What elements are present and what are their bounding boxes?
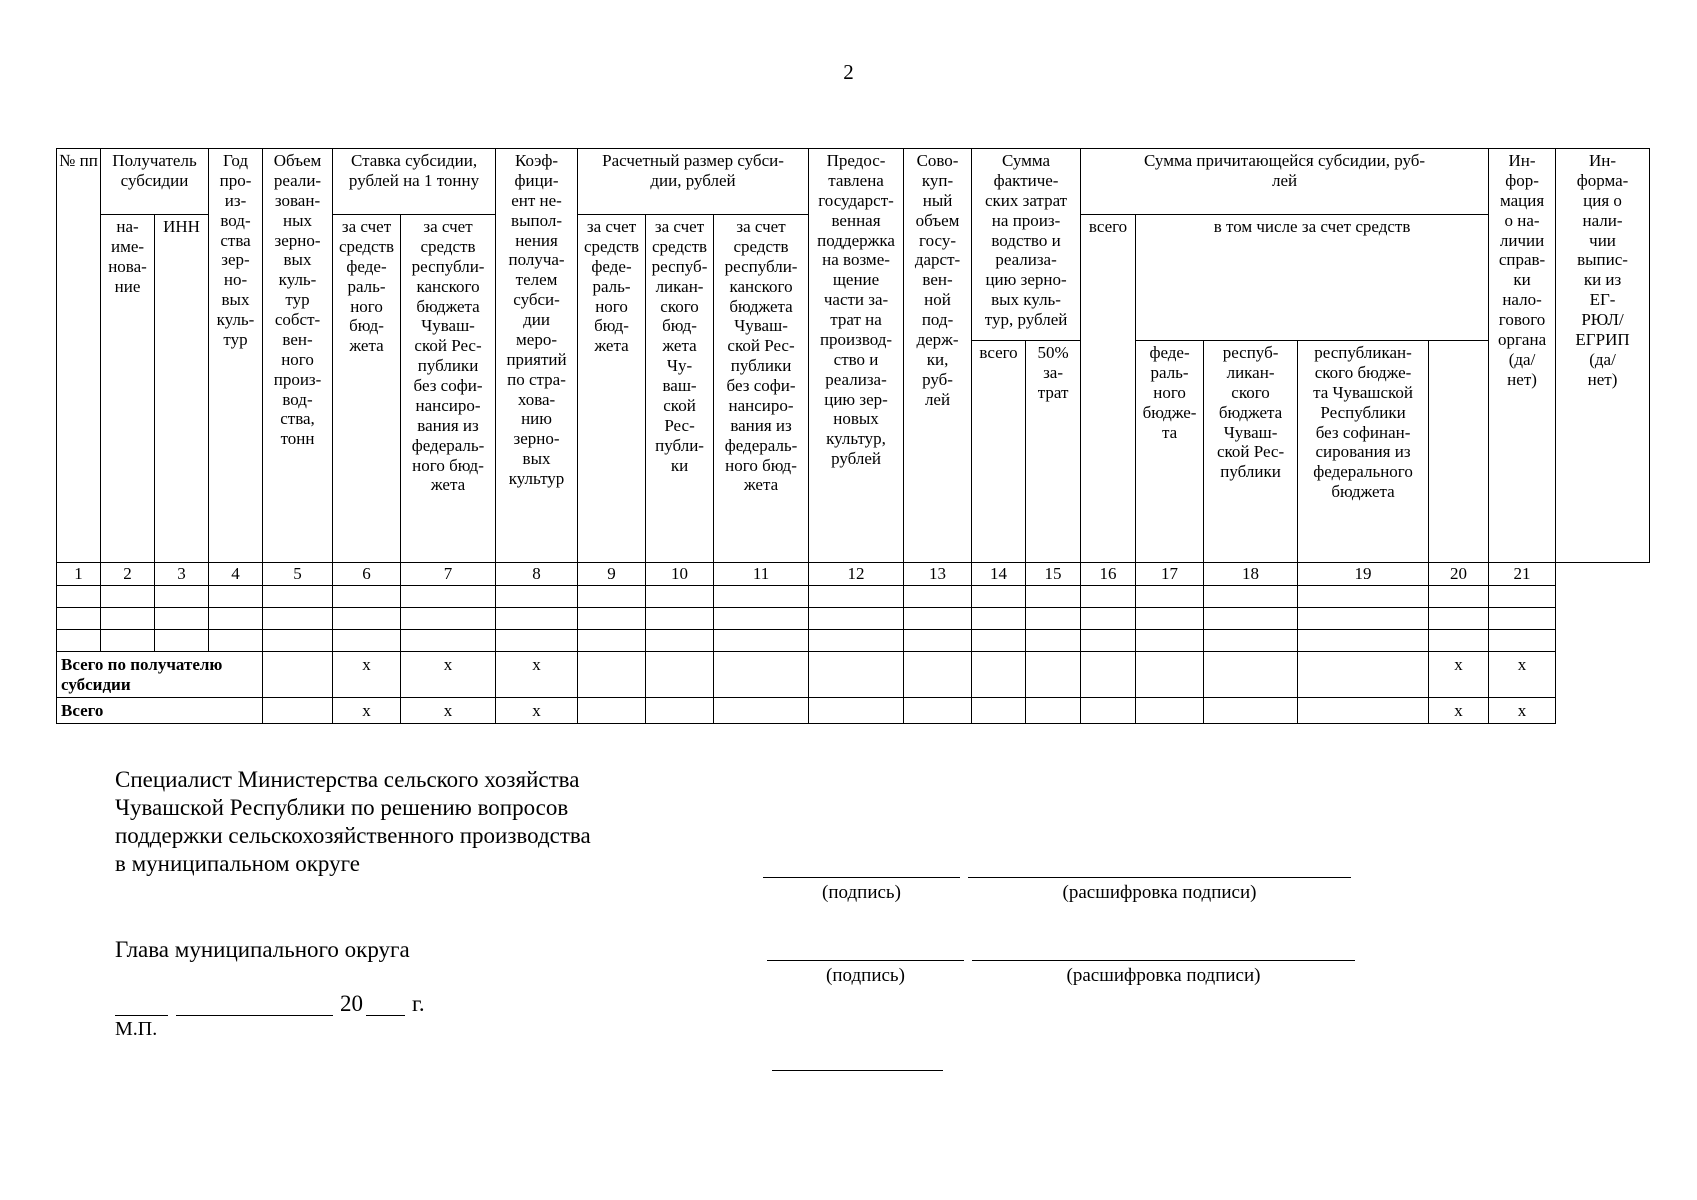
table-row: [57, 586, 1650, 608]
x-mark: х: [1429, 652, 1489, 698]
header-due-rep: респуб- ликан- ского бюджета Чуваш- ской Рес- публики: [1204, 341, 1298, 563]
head-text: Глава муниципального округа: [115, 937, 410, 962]
col-num: 5: [263, 563, 333, 586]
col-num: 13: [904, 563, 972, 586]
total-recipient-label: Всего по получателю субсидии: [57, 652, 263, 698]
header-volume: Объем реали- зован- ных зерно- вых куль- тур собст- вен- ного произ- вод- ства, тонн: [263, 149, 333, 563]
header-inn: ИНН: [155, 215, 209, 563]
table-row: [57, 608, 1650, 630]
col-num: 21: [1489, 563, 1556, 586]
date-suffix: г.: [412, 991, 425, 1016]
date-day-line: [115, 1015, 168, 1016]
x-mark: х: [401, 652, 496, 698]
header-calc-fed: за счет средств феде- раль- ного бюд- жета: [578, 215, 646, 563]
decoding-caption: (расшифровка подписи): [1066, 965, 1261, 986]
header-year: Год про- из- вод- ства зер- но- вых куль- тур: [209, 149, 263, 563]
x-mark: х: [1489, 697, 1556, 723]
header-due-incl: в том числе за счет средств: [1136, 215, 1489, 341]
col-num: 7: [401, 563, 496, 586]
col-num: 3: [155, 563, 209, 586]
x-mark: х: [1489, 652, 1556, 698]
decoding-caption: (расшифровка подписи): [1062, 882, 1257, 903]
subsidy-table: [56, 148, 1650, 724]
x-mark: х: [496, 652, 578, 698]
col-num: 11: [714, 563, 809, 586]
total-row: [57, 697, 1650, 723]
col-num: 4: [209, 563, 263, 586]
col-num: 20: [1429, 563, 1489, 586]
col-num: 17: [1136, 563, 1204, 586]
header-costs-50: 50% за- трат: [1026, 341, 1081, 563]
total-recipient-row: [57, 652, 1650, 698]
header-name: на- име- нова- ние: [101, 215, 155, 563]
col-num: 16: [1081, 563, 1136, 586]
col-num: 15: [1026, 563, 1081, 586]
header-due-fed: феде- раль- ного бюдже- та: [1136, 341, 1204, 563]
header-total-support: Сово- куп- ный объем госу- дарст- вен- ной под- держ- ки, руб- лей: [904, 149, 972, 563]
x-mark: х: [333, 652, 401, 698]
col-num: 2: [101, 563, 155, 586]
total-label: Всего: [57, 697, 263, 723]
col-num: 14: [972, 563, 1026, 586]
header-due-all: всего: [1081, 215, 1136, 563]
header-num: № пп: [57, 149, 101, 563]
signature-line: [767, 960, 964, 961]
col-num: 12: [809, 563, 904, 586]
x-mark: х: [496, 697, 578, 723]
col-num: 18: [1204, 563, 1298, 586]
header-rate-fed: за счет средств феде- раль- ного бюд- жета: [333, 215, 401, 563]
col-num: 6: [333, 563, 401, 586]
date-year-line: [366, 1015, 405, 1016]
header-calc-rep: за счет средств респуб- ликан- ского бюд- жета Чу- ваш- ской Рес- публи- ки: [646, 215, 714, 563]
col-num: 19: [1298, 563, 1429, 586]
header-egrul-info: Ин- форма- ция о нали- чии выпис- ки из ЕГ- РЮЛ/ ЕГРИП (да/ нет): [1556, 149, 1650, 563]
signature-line: [763, 877, 960, 878]
signature-caption: (подпись): [826, 965, 905, 986]
col-num: 9: [578, 563, 646, 586]
x-mark: х: [333, 697, 401, 723]
stamp-label: М.П.: [115, 1018, 158, 1040]
decoding-line: [968, 877, 1351, 878]
column-numbers-row: [57, 563, 1650, 586]
specialist-text: Специалист Министерства сельского хозяйства Чувашской Республики по решению вопросов поддержки сельскохозяйственного производства в муниципальном округе: [115, 767, 591, 876]
header-rate: Ставка субсидии, рублей на 1 тонну: [333, 149, 496, 215]
page-number: 2: [843, 60, 854, 84]
header-rate-rep: за счет средств республи- канского бюджета Чуваш- ской Рес- публики без софи- нансиро- вания из федераль- ного бюд- жета: [401, 215, 496, 563]
col-num: 1: [57, 563, 101, 586]
header-provided: Предос- тавлена государст- венная поддержка на возме- щение части за- трат на производ- ство и реализа- цию зер- новых культур, рублей: [809, 149, 904, 563]
header-calc: Расчетный размер субси- дии, рублей: [578, 149, 809, 215]
header-due-rep2: республикан- ского бюдже- та Чувашской Республики без софинан- сирования из федерального бюджета: [1298, 341, 1429, 563]
date-month-line: [176, 1015, 333, 1016]
date-year-prefix: 20: [340, 991, 363, 1016]
header-calc-rep2: за счет средств республи- канского бюджета Чуваш- ской Рес- публики без софи- нансиро- вания из федераль- ного бюд- жета: [714, 215, 809, 563]
decoding-line: [972, 960, 1355, 961]
header-recipient: Получатель субсидии: [101, 149, 209, 215]
x-mark: х: [1429, 697, 1489, 723]
header-actual-costs: Сумма фактиче- ских затрат на произ- водство и реализа- цию зерно- вых куль- тур, рублей: [972, 149, 1081, 341]
col-num: 8: [496, 563, 578, 586]
header-costs-all: всего: [972, 341, 1026, 563]
col-num: 10: [646, 563, 714, 586]
header-coef: Коэф- фици- ент не- выпол- нения получа- телем субси- дии меро- приятий по стра- хова- нию зерно- вых культур: [496, 149, 578, 563]
header-tax-info: Ин- фор- мация о на- личии справ- ки нало- гового органа (да/ нет): [1489, 149, 1556, 563]
header-due: Сумма причитающейся субсидии, руб- лей: [1081, 149, 1489, 215]
signature-caption: (подпись): [822, 882, 901, 903]
bottom-line: [772, 1070, 943, 1071]
table-row: [57, 630, 1650, 652]
x-mark: х: [401, 697, 496, 723]
